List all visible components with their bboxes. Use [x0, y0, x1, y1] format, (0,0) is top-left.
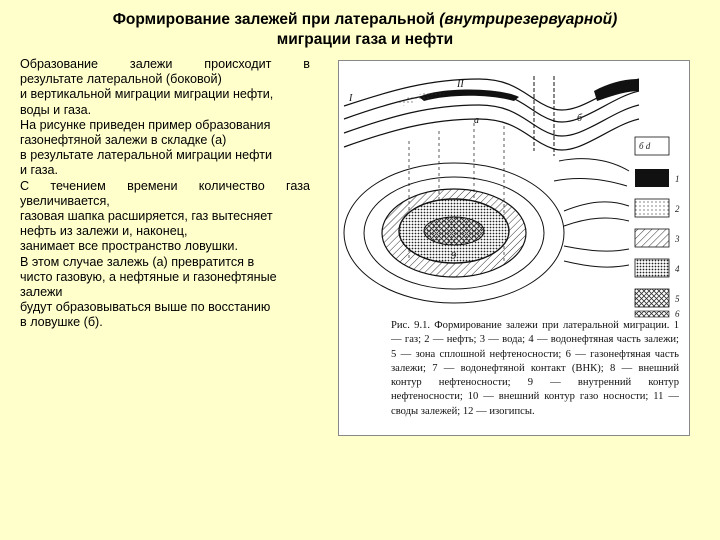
slide-title: [60, 10, 670, 50]
text-line: В этом случае залежь (а) превратится в: [20, 254, 255, 269]
legend-4: 4: [675, 264, 680, 274]
text-line: газовая шапка расширяется, газ вытесняет: [20, 209, 273, 224]
label-a: а: [474, 115, 479, 126]
title-line-2: миграции газа и нефти: [276, 31, 454, 48]
text-line: воды и газа.: [20, 102, 92, 117]
legend-1: 1: [675, 174, 680, 184]
text-line: На рисунке приведен пример образования: [20, 117, 271, 132]
text-line: увеличивается,: [20, 193, 110, 208]
text-line: и вертикальной миграции миграции нефти,: [20, 87, 274, 102]
text-line: в результате латеральной миграции нефти: [20, 148, 273, 163]
text-line: залежи: [20, 285, 63, 300]
plan-view-map: [344, 159, 629, 303]
label-9: 9: [451, 251, 456, 262]
label-II: II: [457, 79, 464, 90]
figure-9-1: [338, 60, 690, 436]
text-line: результате латеральной (боковой): [20, 72, 222, 87]
title-line-1: [60, 10, 670, 30]
body-text: [20, 57, 310, 331]
label-b: б: [577, 113, 583, 124]
text-line: С течением времени количество газа: [20, 178, 310, 193]
legend-top-label: б d: [639, 141, 651, 151]
figure-caption: Рис. 9.1. Формирование залежи при латеральной миграции. 1 — газ; 2 — нефть; 3 — вода; 4 — водонефтяная часть залежи; 5 — зона сплошной нефтеносности; 6 — газонефтяная часть залежи; 7 — водонефтяной контакт (ВНК); 8 — внешний контур нефтеносности; 9 — внутренний контур нефтеносности; 10 — внешний контур газо носности; 11 — своды залежей; 12 — изогипсы.: [391, 320, 679, 417]
legend-6: 6: [675, 309, 680, 319]
text-line: чисто газовую, а нефтяные и газонефтяные: [20, 269, 277, 284]
text-line: нефть из залежи и, наконец,: [20, 224, 188, 239]
legend-2: 2: [675, 204, 680, 214]
label-I: I: [349, 93, 353, 104]
title-italic-text: (внутрирезервуарной): [439, 11, 618, 28]
legend-3: 3: [675, 234, 680, 244]
text-line: и газа.: [20, 163, 58, 178]
legend: [635, 137, 680, 319]
text-line: газонефтяной залежи в складке (а): [20, 133, 227, 148]
title-text: Формирование залежей при латеральной: [112, 11, 440, 28]
text-line: занимает все пространство ловушки.: [20, 239, 238, 254]
text-line: будут образовываться выше по восстанию: [20, 300, 271, 315]
text-line: в ловушке (б).: [20, 315, 103, 330]
legend-5: 5: [675, 294, 680, 304]
text-line: Образование залежи происходит в: [20, 57, 310, 71]
